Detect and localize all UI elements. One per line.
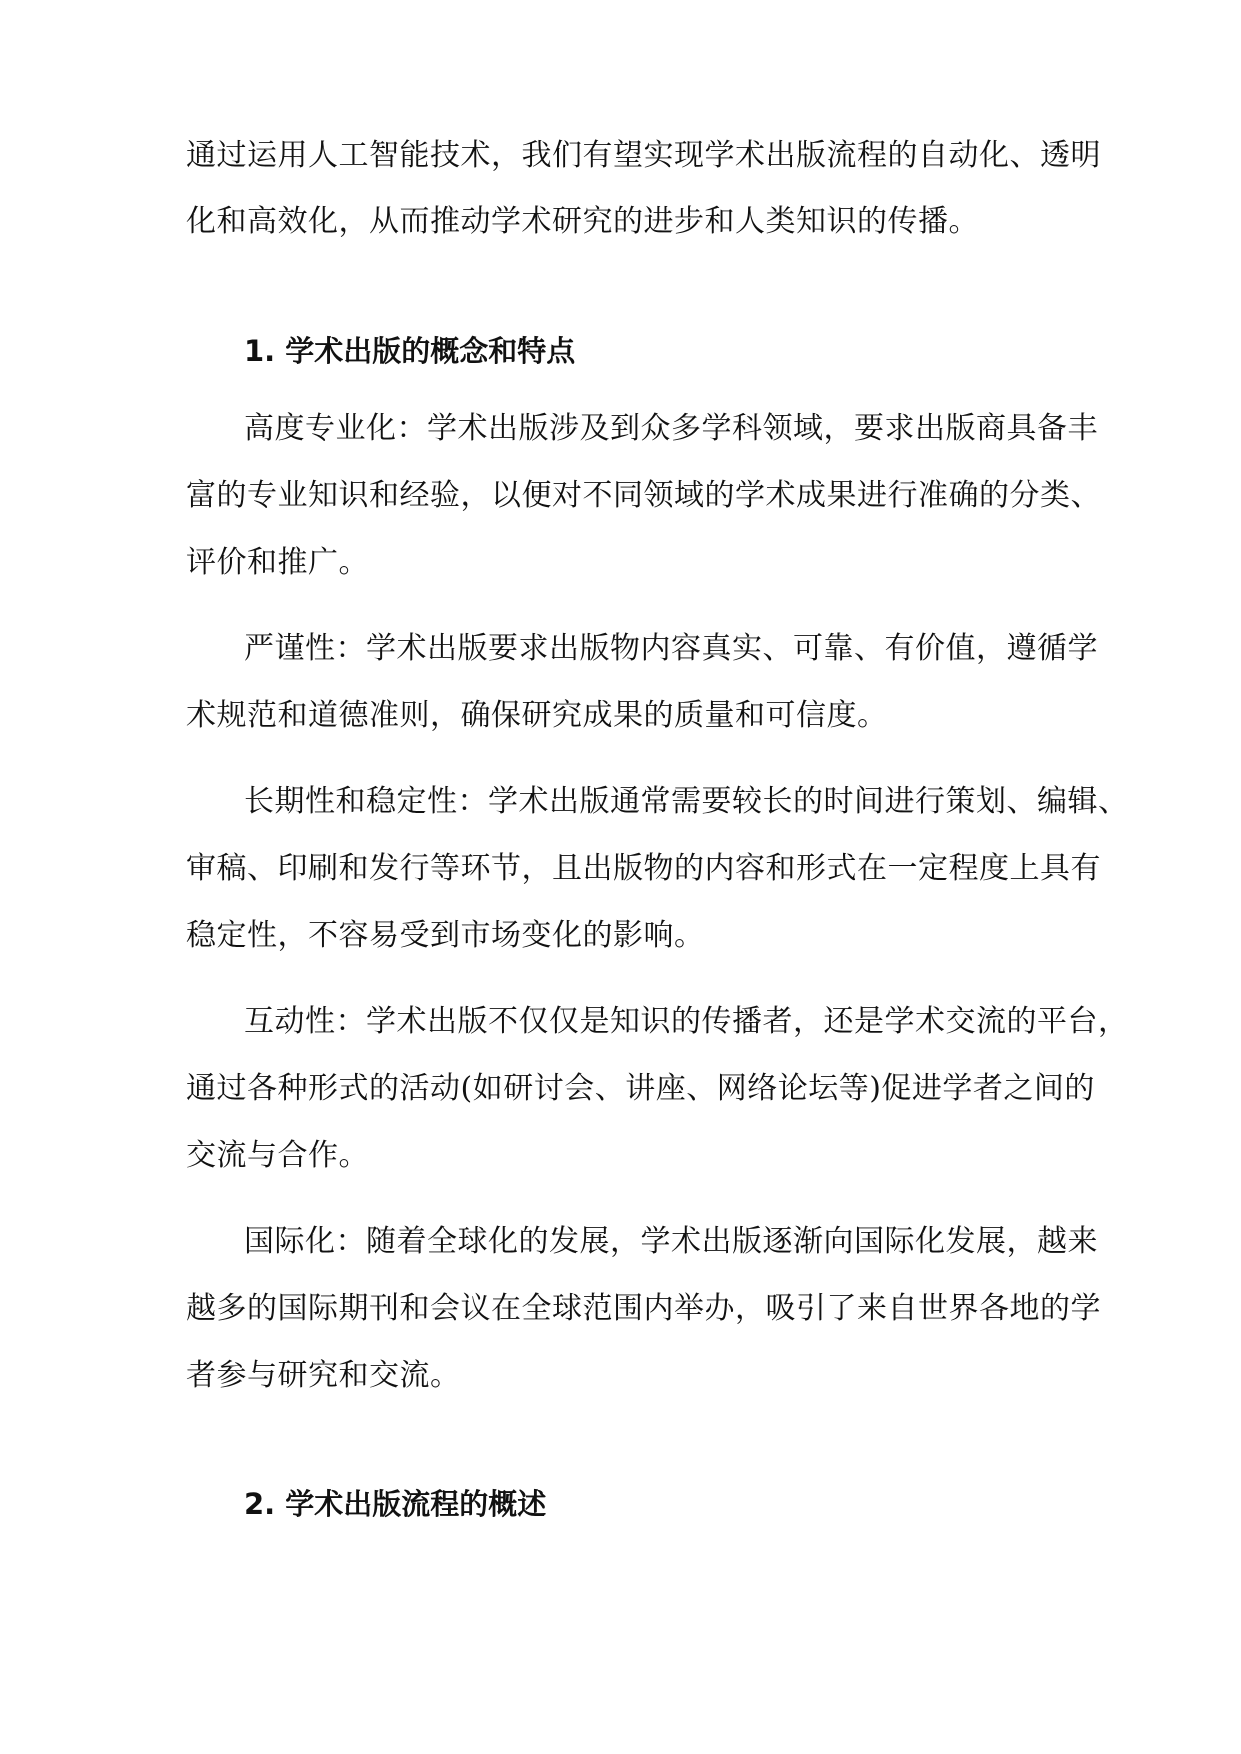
paragraph-specialization-line-3: 评价和推广。: [186, 545, 369, 580]
paragraph-rigor-line-2: 术规范和道德准则，确保研究成果的质量和可信度。: [186, 698, 888, 733]
paragraph-internationalization-line-2: 越多的国际期刊和会议在全球范围内举办，吸引了来自世界各地的学: [186, 1291, 1101, 1326]
paragraph-specialization-line-2: 富的专业知识和经验，以便对不同领域的学术成果进行准确的分类、: [186, 478, 1101, 513]
paragraph-internationalization-line-1: 国际化：随着全球化的发展，学术出版逐渐向国际化发展，越来: [244, 1224, 1098, 1259]
paragraph-interactivity-line-2: 通过各种形式的活动(如研讨会、讲座、网络论坛等)促进学者之间的: [186, 1071, 1095, 1106]
paragraph-stability-line-3: 稳定性，不容易受到市场变化的影响。: [186, 918, 705, 953]
paragraph-interactivity-line-1: 互动性：学术出版不仅仅是知识的传播者，还是学术交流的平台，: [244, 1004, 1129, 1039]
paragraph-internationalization-line-3: 者参与研究和交流。: [186, 1358, 461, 1393]
section-1-heading: 1. 学术出版的概念和特点: [244, 334, 576, 368]
paragraph-stability-line-2: 审稿、印刷和发行等环节，且出版物的内容和形式在一定程度上具有: [186, 851, 1101, 886]
section-2-heading: 2. 学术出版流程的概述: [244, 1487, 547, 1521]
intro-line-2: 化和高效化，从而推动学术研究的进步和人类知识的传播。: [186, 204, 979, 239]
paragraph-stability-line-1: 长期性和稳定性：学术出版通常需要较长的时间进行策划、编辑、: [244, 784, 1129, 819]
paragraph-rigor-line-1: 严谨性：学术出版要求出版物内容真实、可靠、有价值，遵循学: [244, 631, 1098, 666]
paragraph-specialization-line-1: 高度专业化：学术出版涉及到众多学科领域，要求出版商具备丰: [244, 411, 1098, 446]
paragraph-interactivity-line-3: 交流与合作。: [186, 1138, 369, 1173]
intro-line-1: 通过运用人工智能技术，我们有望实现学术出版流程的自动化、透明: [186, 138, 1101, 173]
